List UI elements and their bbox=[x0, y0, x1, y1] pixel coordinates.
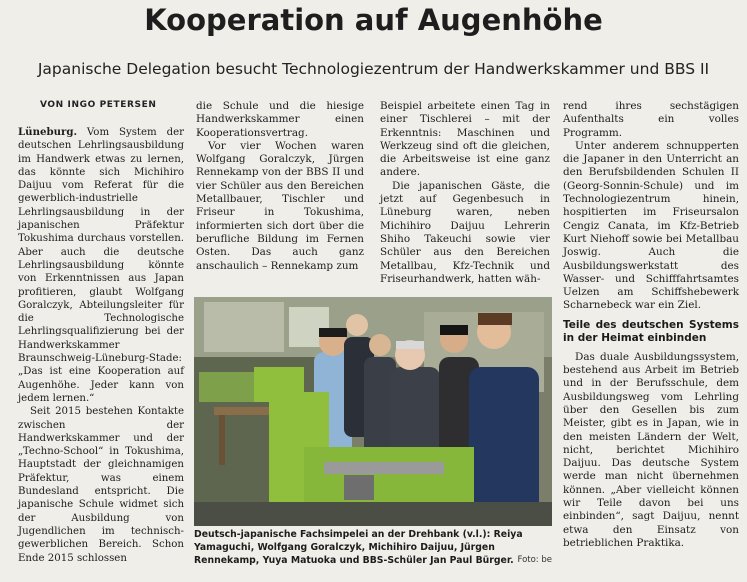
subheadline: Japanische Delegation besucht Technologiezentrum der Handwerkskammer und BBS II bbox=[37, 60, 710, 78]
workshop-photo-illustration bbox=[194, 297, 552, 526]
paragraph: die Schule und die hiesige Handwerkskammer einen Kooperationsvertrag. bbox=[196, 100, 364, 139]
paragraph: Das duale Ausbildungssystem, bestehend aus Arbeit im Betrieb und in der Berufsschule, dem Ausbildungsweg vom Lehrling über den Gesellen bis zum Meister, gibt es in Japan, wie in den meisten Ländern der Welt, nicht, berichtet Michihiro Daijuu. Das deutsche System werde man nicht übernehmen können. „Aber vielleicht können wir Teile davon bei uns einbinden“, sagt Daijuu, nennt etwa den Einsatz von betrieblichen Praktika. bbox=[563, 350, 739, 549]
byline: VON INGO PETERSEN bbox=[40, 100, 157, 110]
article-column-3 bbox=[380, 100, 550, 286]
paragraph: Seit 2015 bestehen Kontakte zwischen der Handwerkskammer und der „Techno-School“ in Tokushima, Hauptstadt der gleichnamigen Präfektur, was einem Bundesland entspricht. Die japanische Schule widmet sich der Ausbildung von Jugendlichen im technisch-gewerblichen Bereich. Schon Ende 2015 schlossen bbox=[18, 406, 184, 564]
paragraph: rend ihres sechstägigen Aufenthalts ein volles Programm. bbox=[563, 100, 739, 139]
caption-text: Deutsch-japanische Fachsimpelei an der Drehbank (v.l.): Reiya Yamaguchi, Wolfgang Goralczyk, Michihiro Daijuu, Jürgen Rennekamp, Yuya Matuoka und BBS-Schüler Jan Paul Bürger. bbox=[194, 529, 523, 566]
news-photo bbox=[194, 297, 552, 526]
dateline: Lüneburg. bbox=[18, 126, 78, 138]
paragraph: Unter anderem schnupperten die Japaner in den Unterricht an den Berufsbildenden Schulen II (Georg-Sonnin-Schule) und im Technologiezentrum hinein, hospitierten im Friseursalon Cengiz Canata, im Kfz-Betrieb Kurt Niehoff sowie bei Metallbau Joswig. Auch die Ausbildungswerkstatt des Wasser- und Schifffahrtsamtes Uelzen am Schiffshebewerk Scharnebeck war ein Ziel. bbox=[563, 139, 739, 312]
paragraph: Vor vier Wochen waren Wolfgang Goralczyk, Jürgen Rennekamp von der BBS II und vier Schüler aus den Bereichen Metallbauer, Tischler und Friseur in Tokushima, informierten sich dort über die berufliche Bildung im Fernen Osten. Das auch ganz anschaulich – Rennekamp zum bbox=[196, 139, 364, 272]
photo-credit: Foto: be bbox=[513, 554, 552, 567]
headline: Kooperation auf Augenhöhe bbox=[144, 3, 603, 37]
photo-caption bbox=[194, 528, 552, 567]
subheading: Teile des deutschen Systems in der Heimat einbinden bbox=[563, 318, 739, 345]
article-column-2 bbox=[196, 100, 364, 273]
paragraph bbox=[18, 126, 184, 405]
article-column-1 bbox=[18, 126, 184, 565]
paragraph: Beispiel arbeitete einen Tag in einer Tischlerei – mit der Erkenntnis: Maschinen und Werkzeug sind oft die gleichen, die Arbeitsweise ist eine ganz andere. bbox=[380, 100, 550, 179]
article-column-4 bbox=[563, 100, 739, 550]
paragraph-text: Vom System der deutschen Lehrlingsausbildung im Handwerk etwas zu lernen, das könnte sich Michihiro Daijuu vom Referat für die gewerblich-industrielle Lehrlingsausbildung in der japanischen Präfektur Tokushima durchaus vorstellen. Aber auch die deutsche Lehrlingsausbildung könnte von Erkenntnissen aus Japan profitieren, glaubt Wolfgang Goralczyk, Abteilungsleiter für die Technologische Lehrlingsqualifizierung bei der Handwerkskammer Braunschweig-Lüneburg-Stade: „Das ist eine Kooperation auf Augenhöhe. Jeder kann von jedem lernen.“ bbox=[18, 127, 184, 404]
paragraph: Die japanischen Gäste, die jetzt auf Gegenbesuch in Lüneburg waren, neben Michihiro Daijuu Lehrerin Shiho Takeuchi sowie vier Schüler aus den Bereichen Metallbau, Kfz-Technik und Friseurhandwerk, hatten wäh- bbox=[380, 179, 550, 285]
